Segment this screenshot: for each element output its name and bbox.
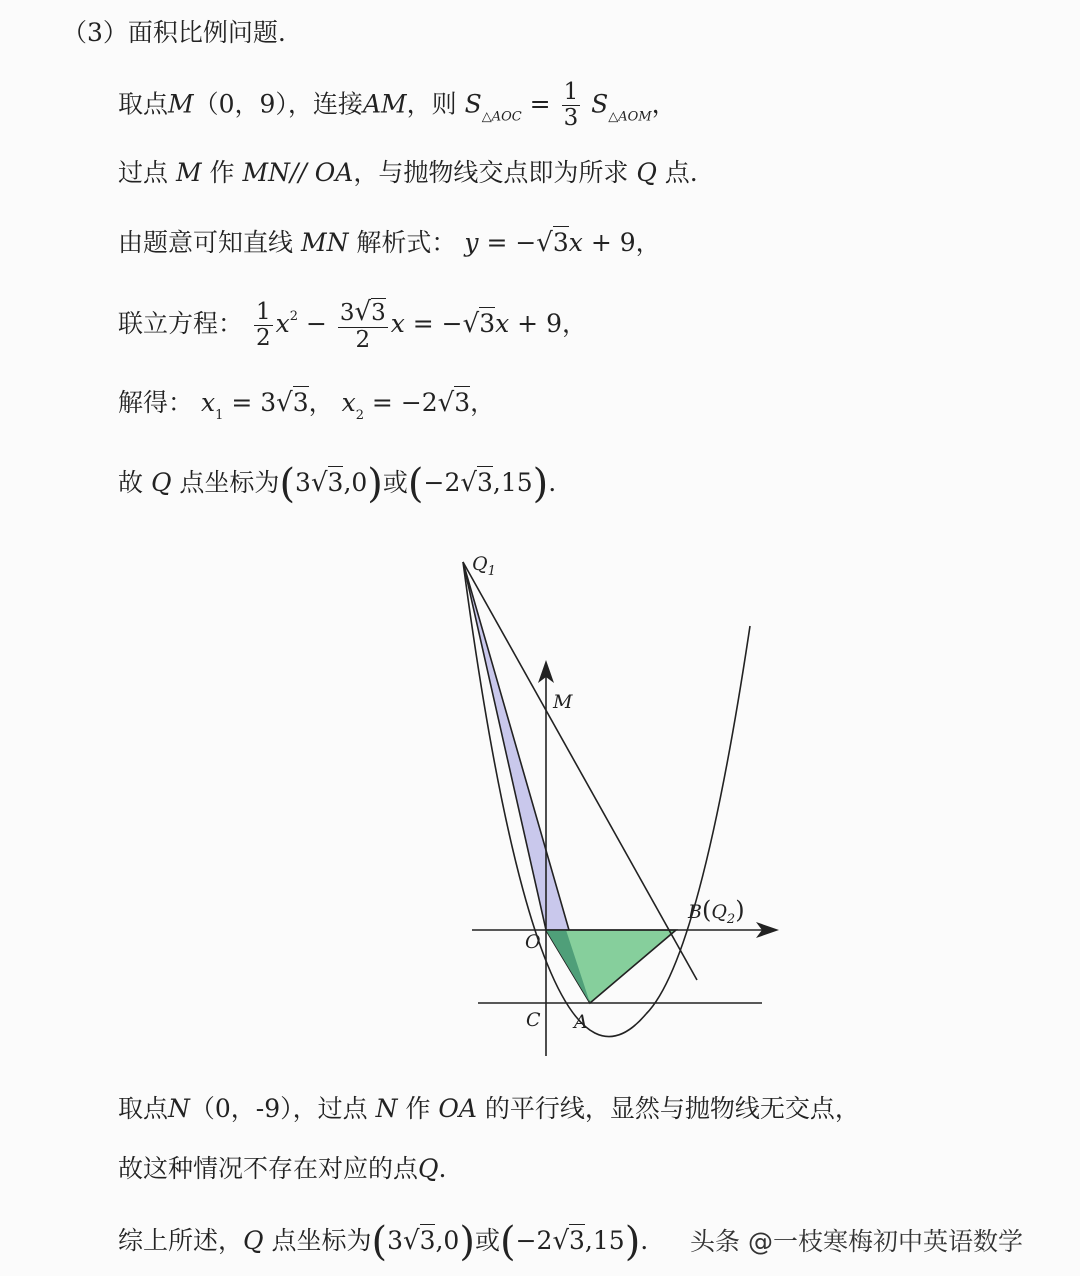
parabola-right bbox=[646, 626, 750, 1014]
step-take-point-m: 取点M（0，9），连接AM，则 $S_{\triangle AOC}$ = $\frac{1}{3}$ $S_{\triangle AOM}$， bbox=[118, 79, 677, 132]
step-system-equation: 联立方程： $\frac{1}{2}$ $x^2$ − $\frac{3√3}{2}$ x = −√3x + 9， bbox=[118, 297, 587, 353]
fraction-one-third: $\frac{1}{3}$ bbox=[563, 79, 579, 132]
heading: （3）面积比例问题. bbox=[62, 18, 286, 47]
label-b-q2: $B(Q_2)$ bbox=[688, 896, 745, 927]
step-line-mn-equation: 由题意可知直线 MN 解析式： y = −√3x + 9， bbox=[118, 228, 661, 258]
step-take-point-n: 取点N（0，-9），过点 N 作 OA 的平行线，显然与抛物线无交点， bbox=[118, 1094, 860, 1123]
label-a: A bbox=[574, 1011, 588, 1033]
label-q1: $Q_1$ bbox=[472, 553, 496, 579]
watermark: 头条 @一枝寒梅初中英语数学 bbox=[690, 1227, 1023, 1256]
step-q-coordinates: 故 Q 点坐标为(3√3,0)或(−2√3,15). bbox=[118, 461, 557, 507]
step-parallel-line: 过点 M 作 MN// OA，与抛物线交点即为所求 Q 点. bbox=[118, 158, 698, 187]
step-no-point: 故这种情况不存在对应的点Q. bbox=[118, 1154, 447, 1183]
line-q1-m-b bbox=[463, 562, 697, 980]
step-solutions: 解得： $x_1 = 3√3$， $x_2 = -2√3$， bbox=[118, 388, 496, 423]
conclusion: 综上所述，Q 点坐标为(3√3,0)或(−2√3,15). bbox=[118, 1219, 649, 1265]
label-c: C bbox=[526, 1009, 541, 1031]
label-m: M bbox=[553, 691, 573, 713]
label-o: O bbox=[525, 931, 541, 953]
